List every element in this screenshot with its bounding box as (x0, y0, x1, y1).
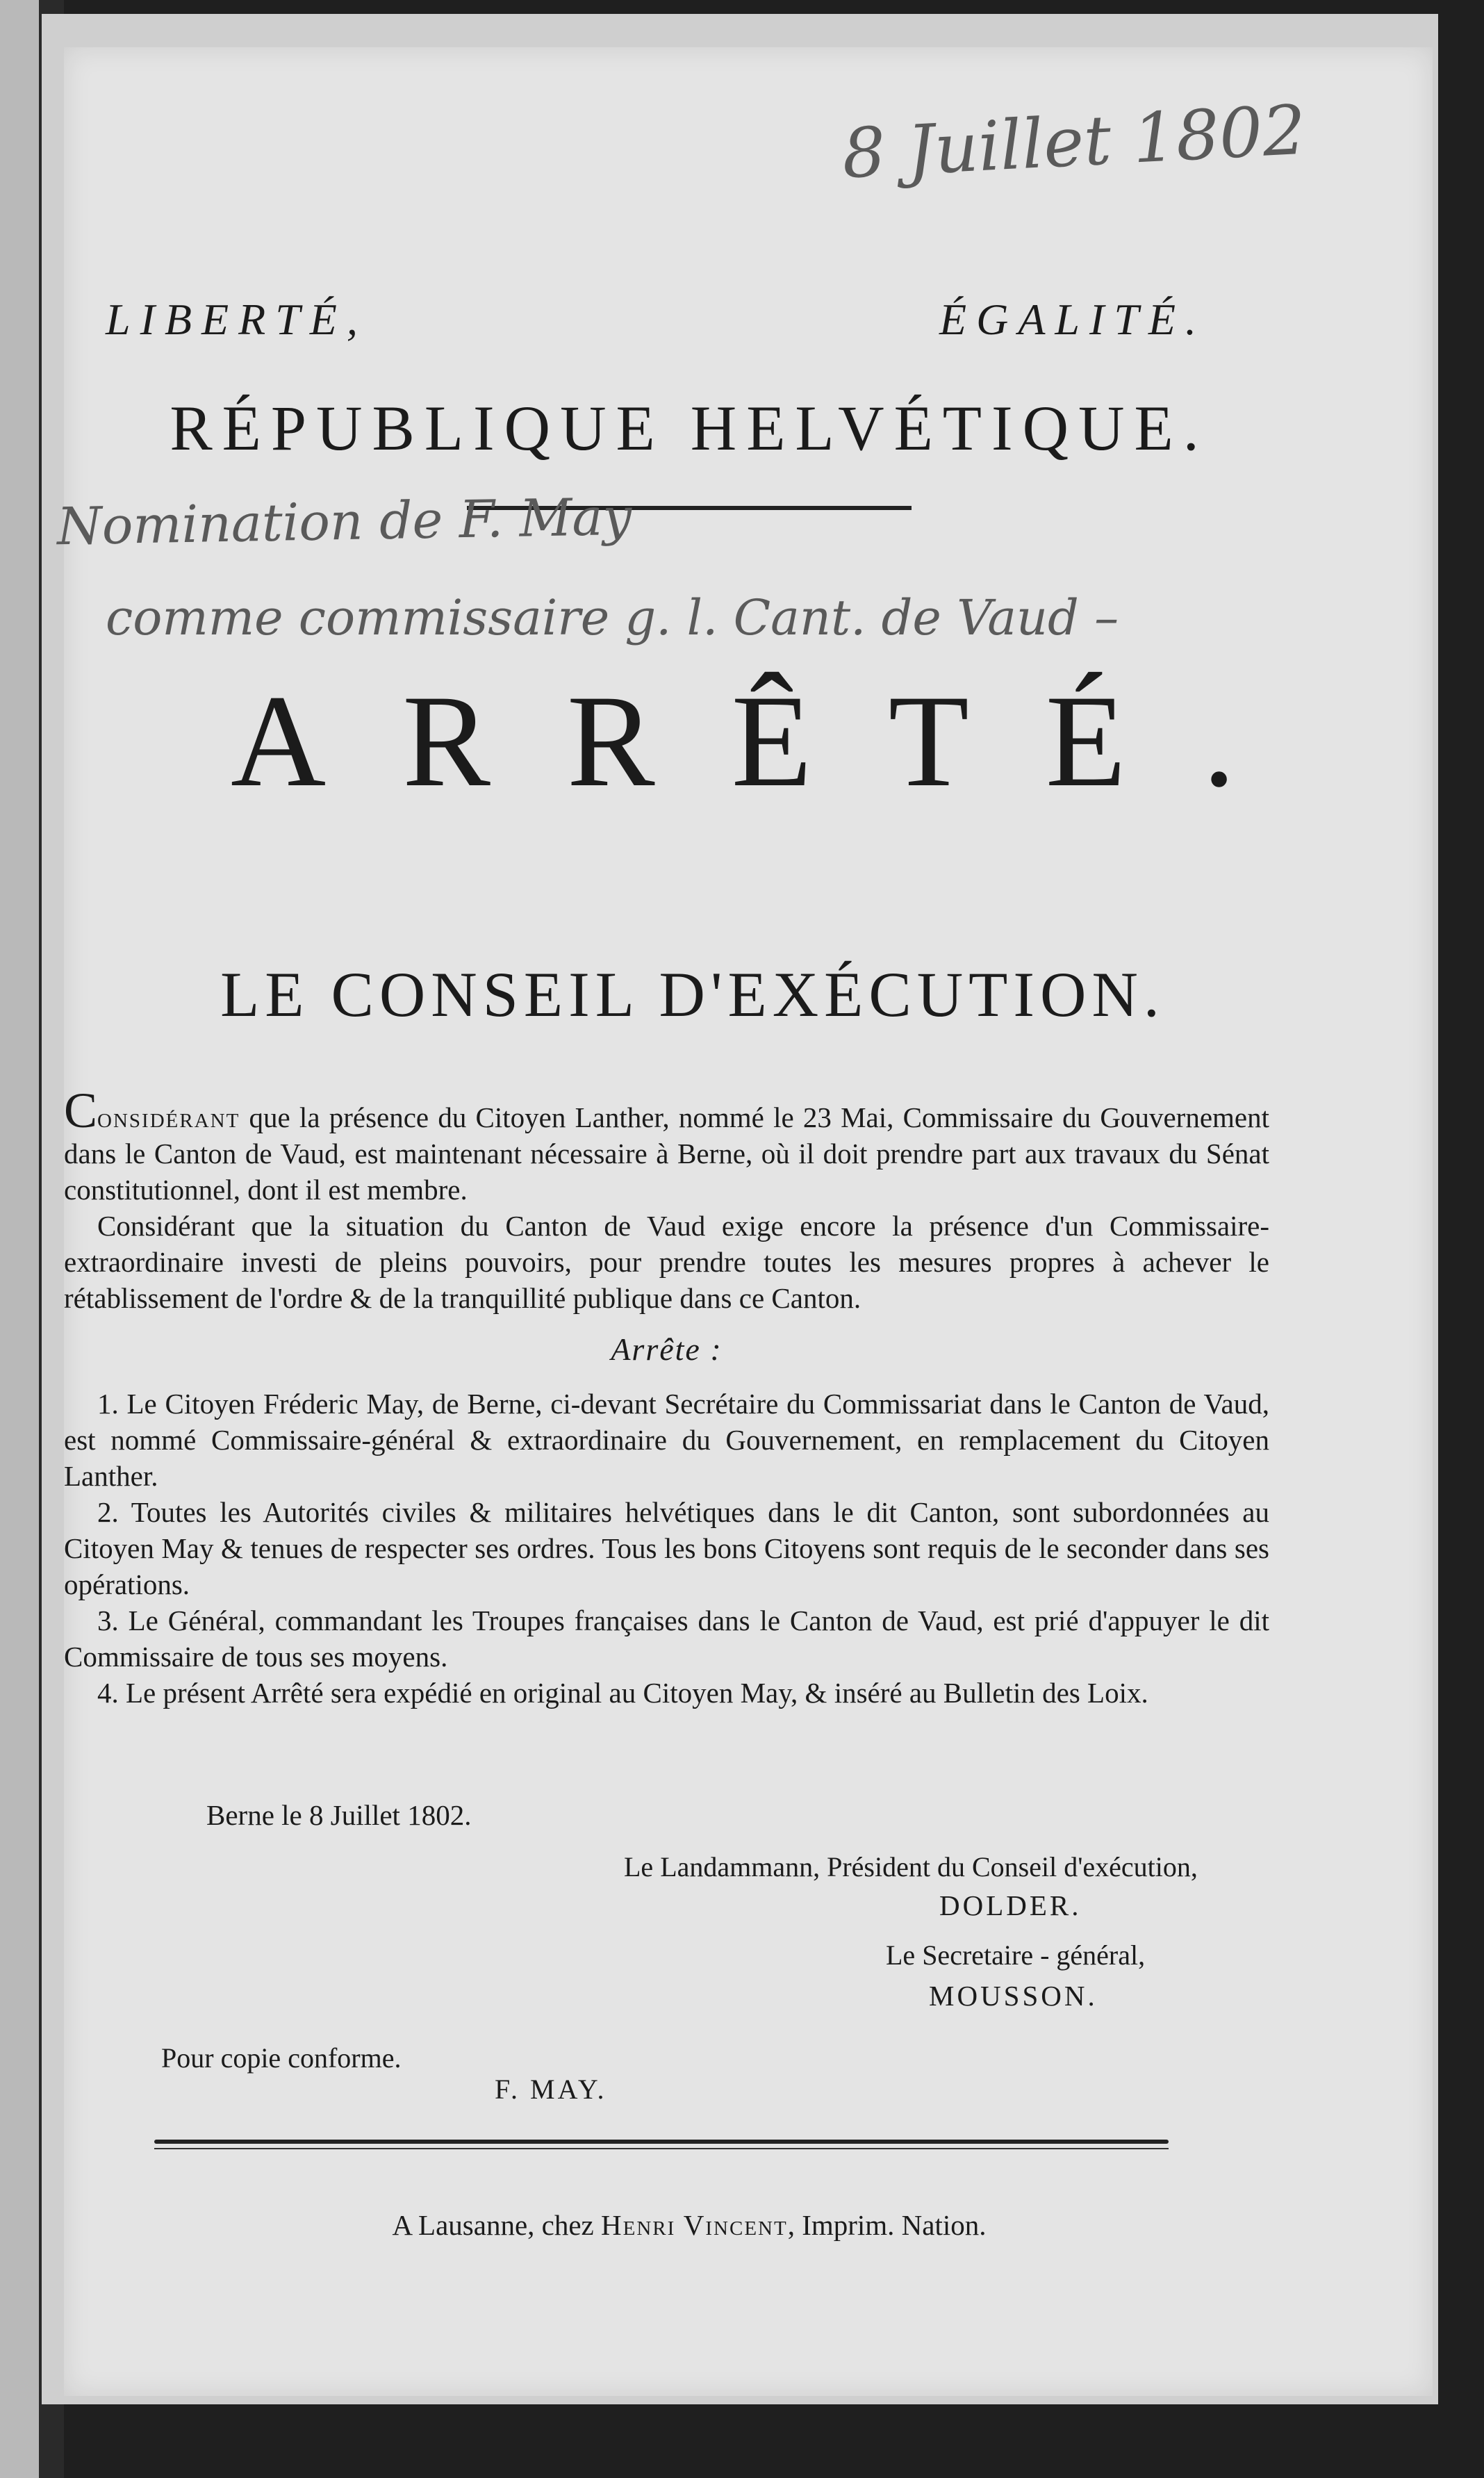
document-page (56, 47, 1433, 2396)
republic-heading: RÉPUBLIQUE HELVÉTIQUE. (170, 393, 1209, 463)
preamble-lead-word: onsidérant (97, 1101, 240, 1133)
imprint-prefix: A Lausanne, chez (392, 2209, 594, 2241)
issuer-heading: LE CONSEIL D'EXÉCUTION. (220, 959, 1165, 1030)
preamble-paragraph-2: Considérant que la situation du Canton de Vaud exige encore la présence d'un Commissaire-extraordinaire investi de pleins pouvoirs, pour prendre toutes les mesures propres à achever le rétablissement de l'ordre & de la tranquillité publique dans ce Canton. (64, 1210, 1269, 1314)
document-body (64, 1083, 1270, 1711)
handwritten-note-line-1: Nomination de F. May (56, 486, 632, 557)
footer-rule-thin (154, 2148, 1169, 2149)
scan-background-left (0, 0, 39, 2478)
drop-cap: C (64, 1083, 98, 1138)
imprint-suffix: , Imprim. Nation. (787, 2209, 987, 2241)
copy-certification-name: F. MAY. (495, 2074, 607, 2105)
article-2: 2. Toutes les Autorités civiles & militaires helvétiques dans le dit Canton, sont subordonnées au Citoyen May & tenues de respecter ses ordres. Tous les bons Citoyens sont requis de le seconder dans ses opérations. (64, 1496, 1269, 1600)
signatory-2-title: Le Secretaire - général, (886, 1939, 1146, 1971)
signatory-1-name: DOLDER. (939, 1889, 1082, 1921)
printer-imprint (64, 2208, 1314, 2242)
footer-rule-thick (154, 2140, 1169, 2144)
handwritten-date: 8 Juillet 1802 (840, 90, 1308, 195)
preamble-text-1: que la présence du Citoyen Lanther, nommé le 23 Mai, Commissaire du Gouvernement dans le Canton de Vaud, est maintenant nécessaire à Berne, où il doit prendre part aux travaux du Sénat constitutionnel, dont il est membre. (64, 1101, 1270, 1206)
document-title: ARRÊTÉ. (231, 668, 1312, 814)
arrete-label: Arrête : (611, 1331, 723, 1367)
articles-list (64, 1386, 1269, 1711)
place-and-date: Berne le 8 Juillet 1802. (206, 1799, 472, 1831)
article-4: 4. Le présent Arrêté sera expédié en original au Citoyen May, & inséré au Bulletin des Loix. (97, 1677, 1148, 1709)
article-3: 3. Le Général, commandant les Troupes françaises dans le Canton de Vaud, est prié d'appuyer le dit Commissaire de tous ses moyens. (64, 1605, 1269, 1673)
article-1: 1. Le Citoyen Fréderic May, de Berne, ci-devant Secrétaire du Commissariat dans le Canton de Vaud, est nommé Commissaire-général & extraordinaire du Gouvernement, en remplacement du Citoyen Lanther. (64, 1388, 1269, 1492)
signatory-2-name: MOUSSON. (929, 1980, 1098, 2012)
motto-egalite: ÉGALITÉ. (939, 295, 1206, 344)
copy-certification-label: Pour copie conforme. (161, 2042, 402, 2074)
preamble-paragraph-1 (64, 1083, 1270, 1208)
imprint-printer: Henri Vincent (601, 2209, 788, 2241)
motto-liberte: LIBERTÉ, (106, 295, 368, 344)
signatory-1-title: Le Landammann, Président du Conseil d'exécution, (624, 1851, 1198, 1882)
handwritten-note-line-2: comme commissaire g. l. Cant. de Vaud – (106, 589, 1119, 646)
